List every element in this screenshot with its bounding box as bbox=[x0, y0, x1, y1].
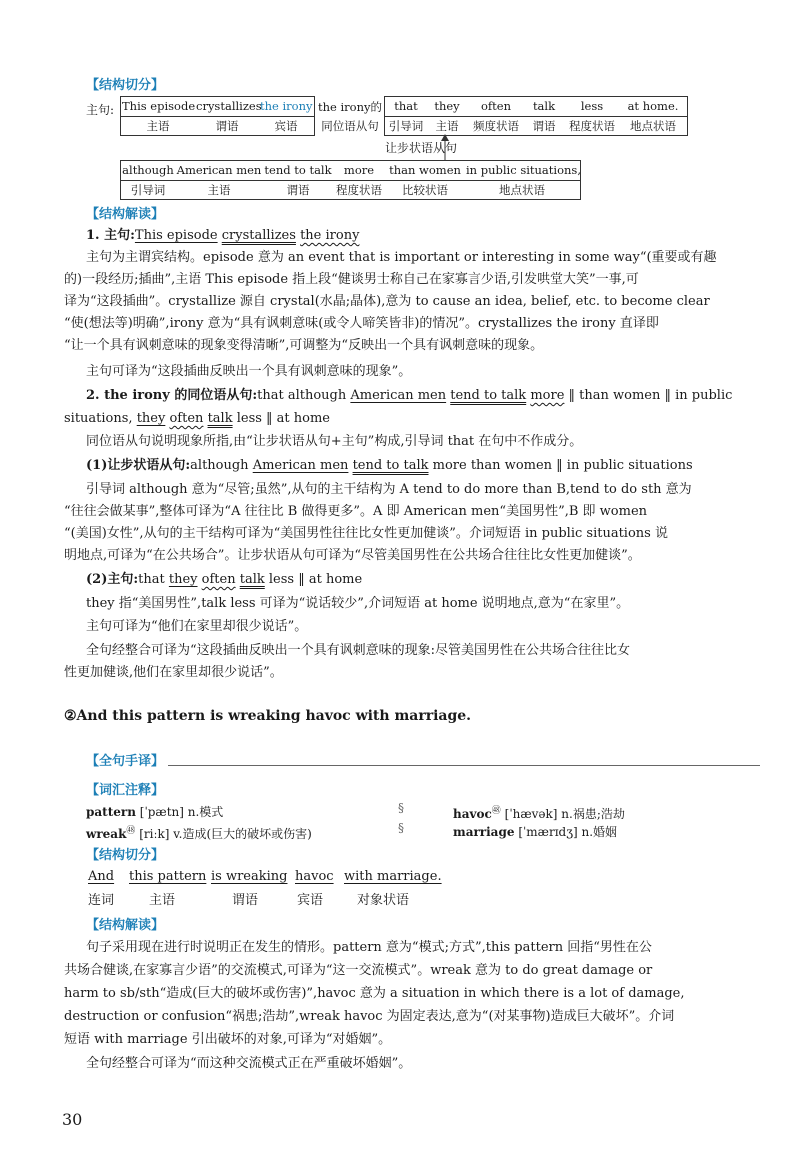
struct2-zh-3: 宾语 bbox=[297, 893, 324, 908]
analysis2-line4: destruction or confusion“祸患;浩劫”,wreak havoc 为固定表达,意为“(对某事物)造成巨大破坏”。介词 bbox=[64, 1009, 675, 1024]
section-title-structure-2: 【结构切分】 bbox=[86, 848, 165, 863]
vocab-marriage bbox=[453, 823, 617, 840]
h1-verb: crystallizes bbox=[221, 228, 296, 243]
struct2-en-4-text: with marriage. bbox=[344, 869, 442, 884]
para7-line2: 性更加健谈,他们在家里却很少说话”。 bbox=[64, 665, 283, 680]
para4-line4: 明地点,可译为“在公共场合”。让步状语从句可译为“尽管美国男性在公共场合往往比女性更加健谈”。 bbox=[64, 548, 641, 563]
para4-line1: 引导词 although 意为“尽管;虽然”,从句的主干结构为 A tend to do more than B,tend to do sth 意为 bbox=[86, 482, 692, 497]
translation-blank-line bbox=[168, 765, 760, 766]
h4-they: they bbox=[168, 572, 198, 587]
row2-en-2: tend to talk bbox=[264, 163, 332, 177]
h3-subject: American men bbox=[252, 458, 349, 473]
section-title-structure: 【结构切分】 bbox=[86, 78, 165, 93]
h1-subject: This episode bbox=[134, 228, 218, 243]
vocab-wreak bbox=[86, 823, 312, 842]
row2-zh-1: 主语 bbox=[207, 183, 231, 197]
row2-en-1: American men bbox=[176, 163, 262, 177]
clause-zh-5: 地点状语 bbox=[630, 119, 676, 133]
vocab-marriage-def: [ˈmærɪdʒ] n.婚姻 bbox=[518, 825, 618, 839]
para1-line2: 的)一段经历;插曲”,主语 This episode 指上段“健谈男士称自己在家寡言少语,引发哄堂大笑”一事,可 bbox=[64, 272, 639, 287]
row1-en-1: crystallizes bbox=[196, 99, 262, 113]
vocab-havoc bbox=[453, 803, 625, 822]
h2-subject: American men bbox=[350, 388, 447, 403]
vocab-divider-1: § bbox=[398, 801, 404, 815]
h2-talk: talk bbox=[207, 411, 233, 426]
h1-num: 1. 主句: bbox=[86, 228, 135, 243]
h1-object: the irony bbox=[300, 228, 360, 243]
analysis2-line2: 共场合健谈,在家寡言少语”的交流模式,可译为“这一交流模式”。wreak 意为 to do great damage or bbox=[64, 963, 653, 978]
sentence-2: ②And this pattern is wreaking havoc with marriage. bbox=[64, 708, 472, 724]
para7-line1: 全句经整合可译为“这段插曲反映出一个具有讽刺意味的现象:尽管美国男性在公共场合往往比女 bbox=[86, 643, 631, 658]
struct2-zh-1: 主语 bbox=[149, 893, 176, 908]
struct2-zh-4: 对象状语 bbox=[357, 893, 410, 908]
para2: 主句可译为“这段插曲反映出一个具有讽刺意味的现象”。 bbox=[86, 364, 412, 379]
row1-en-0: This episode bbox=[122, 99, 196, 113]
row1-en-2: the irony bbox=[260, 99, 313, 113]
struct2-en-3 bbox=[295, 866, 334, 888]
h2-often: often bbox=[169, 411, 204, 426]
clause-zh-0: 引导词 bbox=[388, 119, 424, 133]
main-clause-label: 主句: bbox=[86, 103, 115, 117]
para3: 同位语从句说明现象所指,由“让步状语从句+主句”构成,引导词 that 在句中不作成分。 bbox=[86, 434, 583, 449]
h2-verb: tend to talk bbox=[450, 388, 527, 403]
row2-en-4: than women bbox=[389, 163, 461, 177]
h4-num: (2)主句: bbox=[86, 572, 139, 587]
section-title-translation: 【全句手译】 bbox=[86, 754, 165, 769]
h2-situations: situations, bbox=[64, 411, 133, 426]
h2-they: they bbox=[136, 411, 166, 426]
section-title-vocabulary: 【词汇注释】 bbox=[86, 783, 165, 798]
para6: 主句可译为“他们在家里却很少说话”。 bbox=[86, 619, 308, 634]
row2-zh-5: 地点状语 bbox=[499, 183, 545, 197]
appos-zh: 同位语从句 bbox=[321, 119, 379, 133]
vocab-pattern-word: pattern bbox=[86, 805, 136, 819]
clause-en-3: talk bbox=[532, 99, 556, 113]
analysis2-line3: harm to sb/sth“造成(巨大的破坏或伤害)”,havoc 意为 a situation in which there is a lot of damage, bbox=[64, 986, 685, 1001]
clause-zh-2: 频度状语 bbox=[473, 119, 519, 133]
para4-line3: “(美国)女性”,从句的主干结构可译为“美国男性往往比女性更加健谈”。介词短语 in public situations 说 bbox=[64, 526, 668, 541]
row1-zh-1: 谓语 bbox=[215, 119, 239, 133]
row2-zh-0: 引导词 bbox=[130, 183, 166, 197]
row2-zh-3: 程度状语 bbox=[336, 183, 382, 197]
vocab-pattern bbox=[86, 803, 223, 820]
clause-en-2: often bbox=[480, 99, 511, 113]
clause-en-5: at home. bbox=[627, 99, 679, 113]
clause-zh-3: 谓语 bbox=[532, 119, 556, 133]
struct2-zh-0: 连词 bbox=[88, 893, 115, 908]
clause-zh-1: 主语 bbox=[435, 119, 459, 133]
row2-zh-4: 比较状语 bbox=[402, 183, 448, 197]
row1-zh-2: 宾语 bbox=[274, 119, 298, 133]
heading-main-clause bbox=[86, 225, 359, 247]
para5: they 指“美国男性”,talk less 可译为“说话较少”,介词短语 at home 说明地点,意为“在家里”。 bbox=[86, 596, 630, 611]
para1-line4: “使(想法等)明确”,irony 意为“具有讽刺意味(或令人啼笑皆非)的情况”。crystallizes the irony 直译即 bbox=[64, 316, 659, 331]
struct2-en-1 bbox=[129, 866, 206, 888]
h2-more: more bbox=[530, 388, 565, 403]
struct2-en-4 bbox=[344, 866, 442, 888]
vocab-wreak-sup: ㊽ bbox=[126, 826, 136, 836]
row2-en-3: more bbox=[343, 163, 375, 177]
h2-less: less ‖ at home bbox=[236, 411, 331, 426]
struct2-en-3-text: havoc bbox=[295, 869, 334, 884]
h3-although: although bbox=[190, 458, 249, 473]
clause-zh-4: 程度状语 bbox=[569, 119, 615, 133]
appos-en: the irony的 bbox=[318, 100, 382, 114]
vocab-havoc-word: havoc bbox=[453, 807, 492, 821]
h4-that: that bbox=[138, 572, 165, 587]
section-title-analysis: 【结构解读】 bbox=[86, 207, 165, 222]
para4-line2: “往往会做某事”,整体可译为“A 往往比 B 做得更多”。A 即 American men“美国男性”,B 即 women bbox=[64, 504, 648, 519]
para1-line5: “让一个具有讽刺意味的现象变得清晰”,可调整为“反映出一个具有讽刺意味的现象。 bbox=[64, 338, 544, 353]
struct2-en-2 bbox=[211, 866, 287, 888]
h3-rest: more than women ‖ in public situations bbox=[432, 458, 693, 473]
vocab-havoc-def: [ˈhævək] n.祸患;浩劫 bbox=[504, 807, 625, 821]
analysis2-summary: 全句经整合可译为“而这种交流模式正在严重破坏婚姻”。 bbox=[86, 1056, 412, 1071]
analysis2-line5: 短语 with marriage 引出破坏的对象,可译为“对婚姻”。 bbox=[64, 1032, 392, 1047]
page-number: 30 bbox=[62, 1110, 83, 1129]
vocab-divider-2: § bbox=[398, 821, 404, 835]
analysis2-line1: 句子采用现在进行时说明正在发生的情形。pattern 意为“模式;方式”,this pattern 回指“男性在公 bbox=[86, 940, 652, 955]
struct2-en-2-text: is wreaking bbox=[211, 869, 288, 884]
row2-en-5: in public situations, bbox=[466, 163, 581, 177]
concession-clause-divider bbox=[120, 180, 581, 181]
h2-rest: ‖ than women ‖ in public bbox=[568, 388, 733, 403]
clause-en-1: they bbox=[434, 99, 460, 113]
vocab-wreak-word: wreak bbox=[86, 827, 127, 841]
clause-en-4: less bbox=[580, 99, 604, 113]
h4-talk: talk bbox=[239, 572, 265, 587]
vocab-wreak-def: [riːk] v.造成(巨大的破坏或伤害) bbox=[139, 827, 312, 841]
para1-line3: 译为“这段插曲”。crystallize 源自 crystal(水晶;晶体),意为 to cause an idea, belief, etc. to become clear bbox=[64, 294, 710, 309]
heading-appositive-line2 bbox=[64, 408, 330, 430]
row1-zh-0: 主语 bbox=[146, 119, 170, 133]
vocab-havoc-sup: ㊽ bbox=[491, 806, 501, 816]
section-title-analysis-2: 【结构解读】 bbox=[86, 918, 165, 933]
vocab-pattern-def: [ˈpætn] n.模式 bbox=[139, 805, 224, 819]
struct2-en-0-text: And bbox=[88, 869, 115, 884]
h2-that: that although bbox=[257, 388, 347, 403]
row2-en-0: although bbox=[122, 163, 174, 177]
vocab-marriage-word: marriage bbox=[453, 825, 515, 839]
h3-num: (1)让步状语从句: bbox=[86, 458, 191, 473]
heading-subclause bbox=[86, 569, 362, 591]
clause-en-0: that bbox=[394, 99, 418, 113]
concession-label: 让步状语从句 bbox=[385, 141, 458, 155]
main-clause-divider bbox=[120, 116, 315, 117]
struct2-en-0 bbox=[88, 866, 114, 888]
heading-appositive bbox=[86, 385, 732, 407]
h3-verb: tend to talk bbox=[352, 458, 429, 473]
para1-line1: 主句为主谓宾结构。episode 意为 an event that is important or interesting in some way“(重要或有趣 bbox=[86, 250, 717, 265]
h2-num: 2. the irony 的同位语从句: bbox=[86, 388, 258, 403]
struct2-zh-2: 谓语 bbox=[232, 893, 259, 908]
row2-zh-2: 谓语 bbox=[286, 183, 310, 197]
appositive-clause-divider bbox=[384, 116, 688, 117]
h4-less: less ‖ at home bbox=[268, 572, 363, 587]
heading-concession bbox=[86, 455, 693, 477]
struct2-en-1-text: this pattern bbox=[129, 869, 207, 884]
h4-often: often bbox=[201, 572, 236, 587]
